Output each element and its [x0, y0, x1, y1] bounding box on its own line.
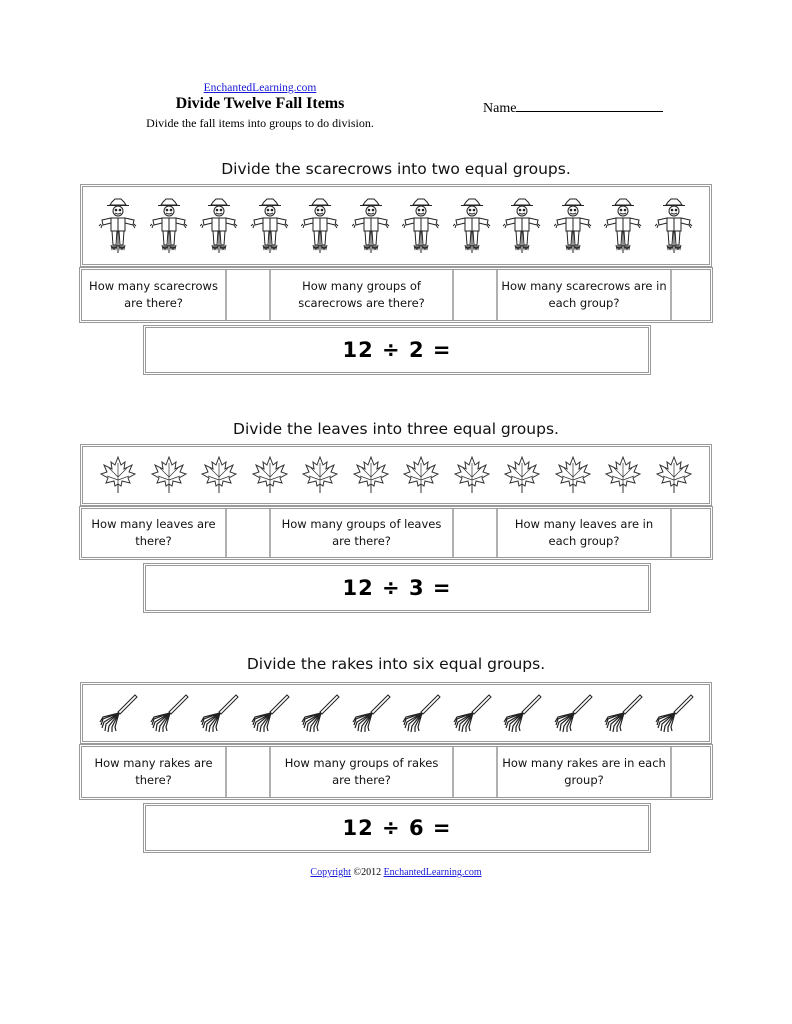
rake-icon — [300, 693, 340, 733]
rake-icon — [553, 693, 593, 733]
copyright-footer — [0, 867, 792, 878]
section-heading-rakes: Divide the rakes into six equal groups. — [246, 655, 546, 673]
question-group-count: How many groups of rakes are there? — [271, 747, 454, 797]
answer-box-group-count[interactable] — [454, 747, 498, 797]
copyright-text: ©2012 — [350, 867, 384, 878]
item-strip-rakes — [80, 682, 712, 744]
rake-icon — [401, 693, 441, 733]
scarecrow-icon — [604, 197, 642, 255]
equation-box-leaves[interactable]: 12 ÷ 3 = — [143, 563, 651, 613]
scarecrow-icon — [503, 197, 541, 255]
answer-box-group-count[interactable] — [454, 509, 498, 557]
maple-leaf-icon — [503, 455, 541, 495]
question-total-count: How many scarecrows are there? — [82, 270, 227, 320]
name-label: Name — [483, 101, 517, 116]
name-field[interactable] — [483, 97, 663, 117]
equation-box-rakes[interactable]: 12 ÷ 6 = — [143, 803, 651, 853]
scarecrow-icon — [150, 197, 188, 255]
question-row-rakes — [79, 744, 713, 800]
rake-icon — [98, 693, 138, 733]
scarecrow-icon — [200, 197, 238, 255]
maple-leaf-icon — [352, 455, 390, 495]
section-heading-leaves: Divide the leaves into three equal groups. — [233, 420, 559, 438]
equation-box-scarecrows[interactable]: 12 ÷ 2 = — [143, 325, 651, 375]
rake-icon — [250, 693, 290, 733]
maple-leaf-icon — [200, 455, 238, 495]
question-group-count: How many groups of leaves are there? — [271, 509, 454, 557]
maple-leaf-icon — [402, 455, 440, 495]
maple-leaf-icon — [655, 455, 693, 495]
scarecrow-icon — [251, 197, 289, 255]
answer-box-per-group[interactable] — [672, 747, 710, 797]
scarecrow-icon — [453, 197, 491, 255]
rake-icon — [502, 693, 542, 733]
footer-site-link[interactable]: EnchantedLearning.com — [383, 867, 482, 878]
site-link[interactable]: EnchantedLearning.com — [203, 82, 317, 94]
answer-box-total-count[interactable] — [227, 747, 271, 797]
worksheet-title: Divide Twelve Fall Items — [175, 95, 345, 112]
answer-box-total-count[interactable] — [227, 270, 271, 320]
scarecrow-icon — [554, 197, 592, 255]
maple-leaf-icon — [453, 455, 491, 495]
maple-leaf-icon — [150, 455, 188, 495]
worksheet-subtitle: Divide the fall items into groups to do division. — [146, 116, 374, 130]
item-strip-leaves — [80, 444, 712, 506]
section-heading-scarecrows: Divide the scarecrows into two equal groups. — [221, 160, 571, 178]
maple-leaf-icon — [604, 455, 642, 495]
rake-icon — [603, 693, 643, 733]
copyright-link[interactable]: Copyright — [310, 867, 351, 878]
question-per-group: How many rakes are in each group? — [498, 747, 672, 797]
answer-box-total-count[interactable] — [227, 509, 271, 557]
maple-leaf-icon — [554, 455, 592, 495]
question-row-leaves — [79, 506, 713, 560]
question-per-group: How many scarecrows are in each group? — [498, 270, 672, 320]
answer-box-per-group[interactable] — [672, 509, 710, 557]
scarecrow-icon — [402, 197, 440, 255]
scarecrow-icon — [301, 197, 339, 255]
answer-box-per-group[interactable] — [672, 270, 710, 320]
question-row-scarecrows — [79, 267, 713, 323]
rake-icon — [452, 693, 492, 733]
maple-leaf-icon — [301, 455, 339, 495]
scarecrow-icon — [352, 197, 390, 255]
question-group-count: How many groups of scarecrows are there? — [271, 270, 454, 320]
maple-leaf-icon — [99, 455, 137, 495]
question-total-count: How many leaves are there? — [82, 509, 227, 557]
question-total-count: How many rakes are there? — [82, 747, 227, 797]
rake-icon — [199, 693, 239, 733]
maple-leaf-icon — [251, 455, 289, 495]
answer-box-group-count[interactable] — [454, 270, 498, 320]
question-per-group: How many leaves are in each group? — [498, 509, 672, 557]
rake-icon — [149, 693, 189, 733]
scarecrow-icon — [655, 197, 693, 255]
item-strip-scarecrows — [80, 184, 712, 267]
name-blank-line[interactable] — [516, 97, 663, 112]
scarecrow-icon — [99, 197, 137, 255]
rake-icon — [654, 693, 694, 733]
rake-icon — [351, 693, 391, 733]
